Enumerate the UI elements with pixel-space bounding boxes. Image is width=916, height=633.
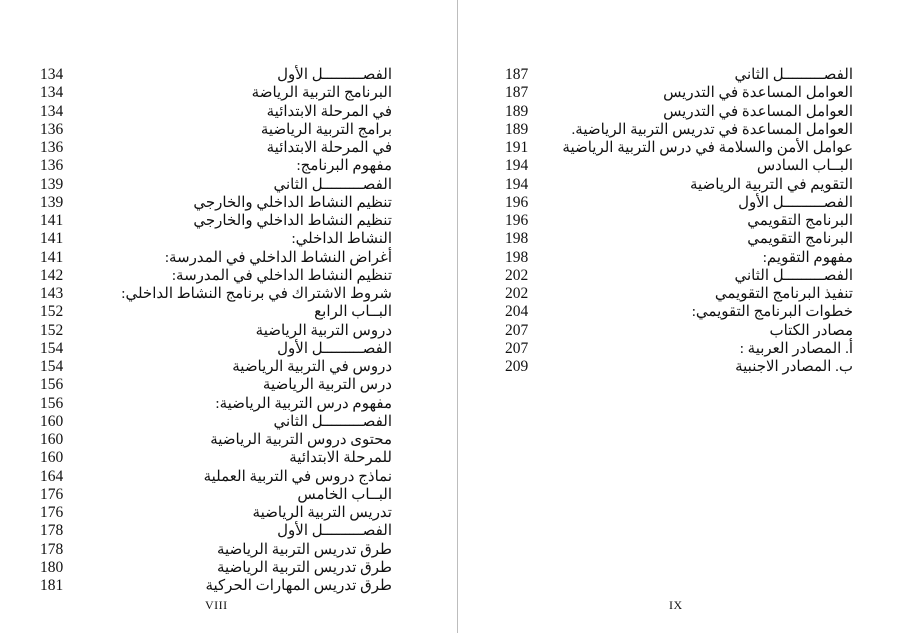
toc-entry	[40, 66, 392, 84]
toc-list-left	[40, 66, 392, 595]
toc-entry	[40, 559, 392, 577]
toc-entry	[40, 103, 392, 121]
toc-entry-title: النشاط الداخلي:	[291, 231, 392, 248]
toc-entry-title: طرق تدريس التربية الرياضية	[216, 559, 392, 576]
toc-list-right	[505, 66, 853, 376]
toc-entry-title: عوامل الأمن والسلامة في درس التربية الرياضية	[562, 140, 853, 156]
toc-entry-title: الفصـــــــــل الأول	[738, 194, 853, 211]
toc-entry-page-number: 202	[505, 285, 529, 302]
toc-entry-page-number: 178	[40, 522, 64, 540]
toc-entry-page-number: 142	[40, 266, 64, 284]
toc-entry-page-number: 136	[40, 139, 64, 156]
toc-entry	[505, 322, 853, 340]
toc-entry	[505, 340, 853, 358]
toc-entry-title: البــاب الخامس	[297, 486, 392, 503]
toc-entry-title: الفصـــــــــل الثاني	[273, 413, 392, 430]
toc-entry-title: في المرحلة الابتدائية	[266, 103, 392, 120]
toc-entry-page-number: 187	[505, 84, 529, 102]
toc-entry-page-number: 160	[40, 431, 64, 448]
toc-entry	[40, 212, 392, 230]
toc-entry-title: طرق تدريس التربية الرياضية	[216, 541, 392, 558]
toc-entry-title: شروط الاشتراك في برنامج النشاط الداخلي:	[121, 286, 392, 302]
toc-entry	[40, 431, 392, 449]
toc-entry-page-number: 209	[505, 358, 529, 375]
toc-entry-page-number: 202	[505, 266, 529, 284]
toc-entry	[40, 194, 392, 212]
toc-entry-page-number: 143	[40, 285, 64, 302]
toc-entry	[40, 395, 392, 413]
toc-entry-title: الفصـــــــــل الأول	[277, 340, 392, 357]
toc-entry-page-number: 176	[40, 485, 64, 503]
toc-entry	[40, 468, 392, 486]
toc-entry-title: مفهوم درس التربية الرياضية:	[215, 395, 392, 412]
toc-entry-page-number: 134	[40, 84, 64, 102]
toc-entry-page-number: 134	[40, 102, 64, 120]
toc-entry	[505, 230, 853, 248]
toc-entry	[505, 358, 853, 376]
toc-entry-title: برامج التربية الرياضية	[260, 121, 392, 138]
toc-entry-title: العوامل المساعدة في التدريس	[663, 103, 853, 120]
toc-entry	[505, 121, 853, 139]
toc-entry-page-number: 181	[40, 577, 64, 594]
toc-entry-page-number: 139	[40, 193, 64, 211]
toc-entry-page-number: 134	[40, 66, 64, 83]
toc-entry	[505, 212, 853, 230]
toc-entry	[505, 66, 853, 84]
toc-entry	[40, 577, 392, 595]
toc-entry-title: درس التربية الرياضية	[262, 377, 392, 394]
toc-entry-title: البرنامج التربية الرياضة	[251, 85, 392, 102]
toc-entry	[40, 230, 392, 248]
toc-entry	[40, 267, 392, 285]
toc-entry-title: الفصـــــــــل الثاني	[734, 267, 853, 284]
toc-entry-title: الفصـــــــــل الثاني	[734, 67, 853, 83]
toc-entry-title: البــاب الرابع	[314, 304, 392, 321]
toc-entry-page-number: 189	[505, 102, 529, 120]
toc-entry-page-number: 136	[40, 120, 64, 138]
toc-entry-page-number: 139	[40, 175, 64, 193]
toc-entry-title: دروس التربية الرياضية	[255, 322, 392, 339]
toc-entry-page-number: 141	[40, 230, 64, 248]
toc-entry-title: تنظيم النشاط الداخلي في المدرسة:	[171, 267, 392, 284]
toc-entry-page-number: 198	[505, 248, 529, 266]
toc-entry	[40, 340, 392, 358]
toc-entry	[40, 541, 392, 559]
toc-entry-page-number: 154	[40, 339, 64, 357]
toc-entry-title: البــاب السادس	[756, 158, 853, 175]
toc-entry-title: خطوات البرنامج التقويمي:	[691, 304, 853, 321]
toc-entry-page-number: 194	[505, 175, 529, 193]
toc-entry-title: الفصـــــــــل الثاني	[273, 176, 392, 193]
toc-entry-page-number: 191	[505, 139, 529, 156]
toc-entry-title: طرق تدريس المهارات الحركية	[205, 578, 392, 594]
toc-entry-page-number: 196	[505, 212, 529, 229]
toc-entry-page-number: 189	[505, 120, 529, 138]
toc-entry	[40, 121, 392, 139]
toc-entry	[40, 504, 392, 522]
toc-entry-title: الفصـــــــــل الأول	[277, 67, 392, 83]
toc-entry	[505, 157, 853, 175]
toc-entry-page-number: 207	[505, 339, 529, 357]
left-page	[0, 0, 457, 633]
toc-entry	[505, 139, 853, 157]
toc-entry-page-number: 204	[505, 303, 529, 321]
toc-entry	[40, 157, 392, 175]
toc-entry	[505, 303, 853, 321]
toc-entry	[40, 322, 392, 340]
toc-entry-page-number: 164	[40, 467, 64, 485]
toc-entry	[505, 194, 853, 212]
toc-entry-title: مفهوم البرنامج:	[296, 158, 392, 175]
toc-entry-page-number: 156	[40, 394, 64, 412]
toc-entry-title: الفصـــــــــل الأول	[277, 523, 392, 540]
toc-entry	[40, 176, 392, 194]
toc-entry	[40, 358, 392, 376]
toc-entry-title: ب. المصادر الاجنبية	[735, 359, 853, 375]
toc-entry-title: مفهوم التقويم:	[762, 249, 853, 266]
toc-entry-title: تنظيم النشاط الداخلي والخارجي	[193, 194, 392, 211]
toc-entry-page-number: 176	[40, 504, 64, 521]
toc-entry-page-number: 178	[40, 540, 64, 558]
toc-entry	[40, 249, 392, 267]
toc-entry-title: تنفيذ البرنامج التقويمي	[714, 286, 853, 302]
toc-entry	[40, 449, 392, 467]
toc-entry-title: نماذج دروس في التربية العملية	[203, 468, 392, 485]
toc-entry-title: أغراض النشاط الداخلي في المدرسة:	[164, 249, 392, 266]
toc-entry-page-number: 152	[40, 321, 64, 339]
toc-entry-title: دروس في التربية الرياضية	[232, 359, 392, 375]
toc-entry	[40, 285, 392, 303]
toc-entry	[505, 103, 853, 121]
toc-entry-title: أ. المصادر العربية :	[739, 340, 853, 357]
toc-entry-title: للمرحلة الابتدائية	[289, 450, 392, 467]
toc-entry-page-number: 160	[40, 412, 64, 430]
toc-entry-page-number: 152	[40, 303, 64, 321]
toc-entry-page-number: 136	[40, 157, 64, 175]
toc-entry-title: العوامل المساعدة في التدريس	[663, 85, 853, 102]
toc-entry	[40, 303, 392, 321]
toc-entry-title: التقويم في التربية الرياضية	[689, 176, 853, 193]
toc-entry-title: العوامل المساعدة في تدريس التربية الرياضية.	[571, 121, 853, 138]
toc-entry	[40, 522, 392, 540]
toc-entry-title: في المرحلة الابتدائية	[266, 140, 392, 156]
toc-entry	[40, 413, 392, 431]
toc-entry-page-number: 154	[40, 358, 64, 375]
toc-entry	[505, 267, 853, 285]
toc-entry-page-number: 160	[40, 449, 64, 467]
toc-entry-title: تدريس التربية الرياضية	[252, 505, 392, 521]
toc-entry-page-number: 207	[505, 321, 529, 339]
toc-entry-title: البرنامج التقويمي	[747, 213, 853, 229]
toc-entry-page-number: 187	[505, 66, 529, 83]
toc-entry-page-number: 196	[505, 193, 529, 211]
toc-entry	[505, 285, 853, 303]
toc-entry	[505, 84, 853, 102]
toc-entry	[40, 376, 392, 394]
toc-entry-page-number: 156	[40, 376, 64, 394]
toc-entry-page-number: 180	[40, 558, 64, 576]
right-page	[459, 0, 916, 633]
toc-entry-page-number: 141	[40, 212, 64, 229]
page-folio-left: VIII	[205, 598, 228, 612]
page-folio-right: IX	[669, 598, 683, 612]
toc-entry-title: البرنامج التقويمي	[747, 231, 853, 248]
toc-entry	[40, 486, 392, 504]
toc-entry-page-number: 141	[40, 248, 64, 266]
toc-entry-page-number: 198	[505, 230, 529, 248]
toc-entry	[505, 176, 853, 194]
toc-entry-title: مصادر الكتاب	[769, 322, 853, 339]
toc-entry-title: تنظيم النشاط الداخلي والخارجي	[193, 213, 392, 229]
page-gutter	[457, 0, 458, 633]
toc-entry-page-number: 194	[505, 157, 529, 175]
toc-entry-title: محتوى دروس التربية الرياضية	[210, 432, 392, 448]
toc-entry	[40, 84, 392, 102]
toc-entry	[40, 139, 392, 157]
toc-entry	[505, 249, 853, 267]
